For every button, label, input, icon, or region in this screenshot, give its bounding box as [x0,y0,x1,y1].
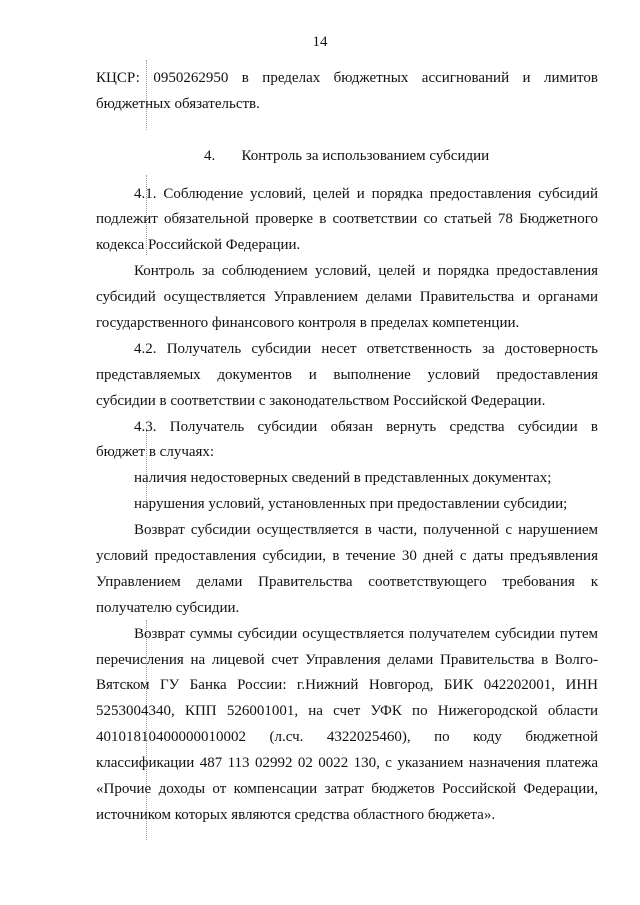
text-line: классификации 487 113 02992 02 0022 130, с указанием назначения платежа [96,755,598,772]
text-line: бюджет в случаях: [96,444,215,461]
text-line: субсидий осуществляется Управлением делами Правительства и органами [96,289,598,306]
text-line: 4.3. Получатель субсидии обязан вернуть средства субсидии в [134,418,598,435]
text-line: подлежит обязательной проверке в соответствии со статьей 78 Бюджетного [96,211,598,228]
section-heading: 4. Контроль за использованием субсидии [204,147,490,164]
text-line: бюджетных обязательств. [96,95,260,112]
page-number: 14 [312,34,328,50]
list-item: наличия недостоверных сведений в представленных документах; [134,470,552,487]
text-line: 5253004340, КПП 526001001, на счет УФК по Нижегородской области [96,703,598,720]
text-line: государственного финансового контроля в пределах компетенции. [96,315,520,332]
text-line: получателю субсидии. [96,599,240,616]
text-line: Возврат суммы субсидии осуществляется получателем субсидии путем [134,625,598,642]
text-line: 4.1. Соблюдение условий, целей и порядка предоставления субсидий [134,185,598,202]
text-line: «Прочие доходы от компенсации затрат бюджетов Российской Федерации, [96,781,598,798]
text-line: кодекса Российской Федерации. [96,237,301,254]
text-line: 40101810400000010002 (л.сч. 4322025460), по коду бюджетной [96,729,598,746]
text-line: перечисления на лицевой счет Управления делами Правительства в Волго- [96,651,598,668]
text-line: представляемых документов и выполнение условий предоставления [96,366,598,383]
list-item: нарушения условий, установленных при предоставлении субсидии; [134,496,568,513]
text-line: Возврат субсидии осуществляется в части, полученной с нарушением [134,522,598,539]
spacer [96,170,598,182]
text-line: 4.2. Получатель субсидии несет ответственность за достоверность [134,340,598,357]
document-body [96,66,598,829]
text-line: условий предоставления субсидии, в течение 30 дней с даты предъявления [96,548,598,565]
text-line: субсидии в соответствии с законодательством Российской Федерации. [96,392,546,409]
text-line: Контроль за соблюдением условий, целей и порядка предоставления [134,263,598,280]
text-line: Управлением делами Правительства соответствующего требования к [96,573,598,590]
text-line: источником которых являются средства областного бюджета». [96,806,496,823]
spacer [96,118,598,144]
text-line: Вятском ГУ Банка России: г.Нижний Новгород, БИК 042202001, ИНН [96,677,598,694]
text-line: КЦСР: 0950262950 в пределах бюджетных ассигнований и лимитов [96,70,598,86]
